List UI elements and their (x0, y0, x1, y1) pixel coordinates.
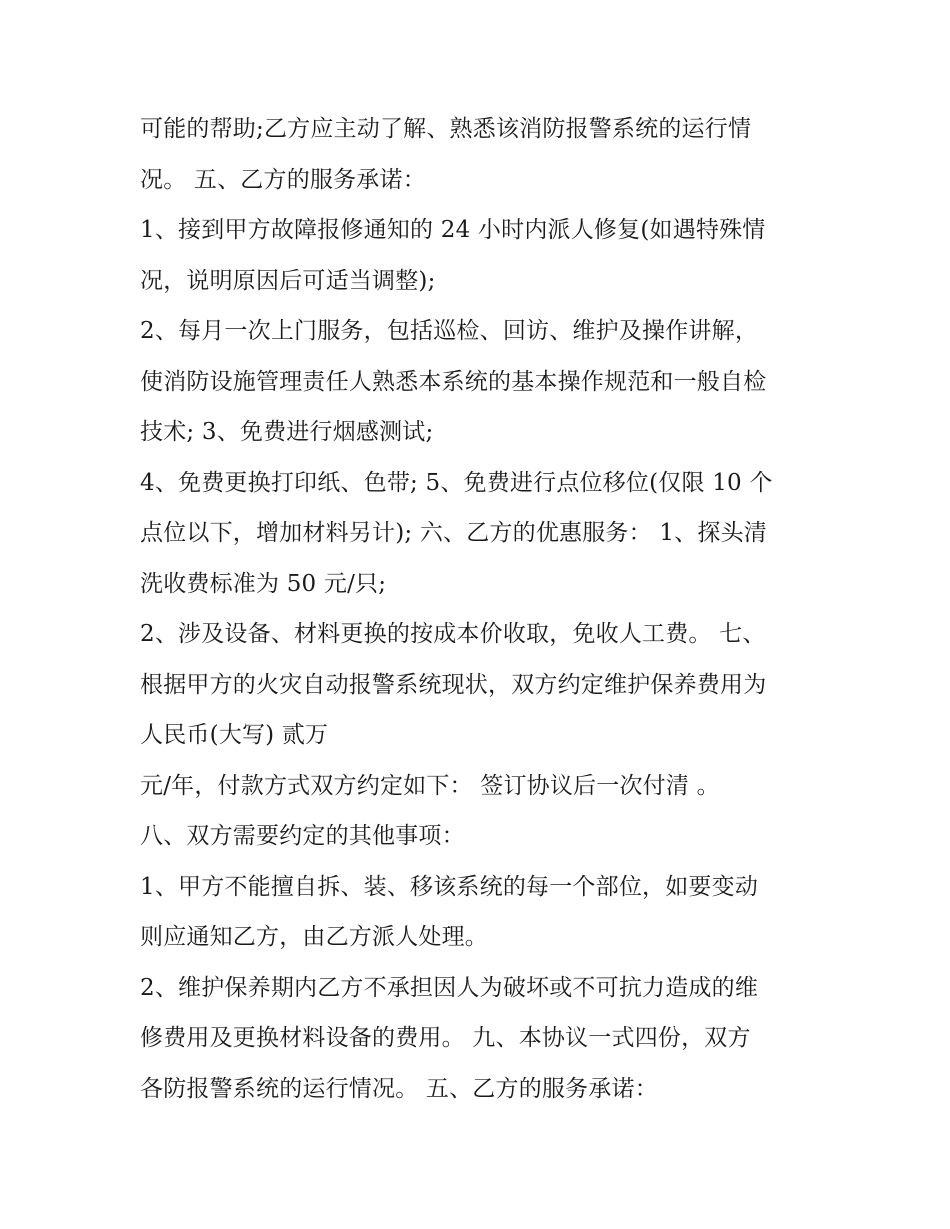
text-line: 各防报警系统的运行情况。 五、乙方的服务承诺： (140, 1075, 658, 1102)
text-line: 可能的帮助;乙方应主动了解、熟悉该消防报警系统的运行情 (140, 116, 752, 142)
text-line: 况，说明原因后可适当调整); (140, 267, 436, 294)
text-line: 点位以下，增加材料另计); 六、乙方的优惠服务： 1、探头清 (140, 520, 767, 546)
document-body (140, 104, 830, 1114)
text-line: 元/年，付款方式双方约定如下： 签订协议后一次付清 。 (140, 772, 720, 799)
text-line: 况。 五、乙方的服务承诺： (140, 166, 426, 193)
text-line: 2、每月一次上门服务，包括巡检、回访、维护及操作讲解， (140, 318, 759, 344)
text-line: 1、甲方不能擅自拆、装、移该系统的每一个部位，如要变动 (140, 873, 759, 900)
text-line: 2、涉及设备、材料更换的按成本价收取，免收人工费。 七、 (140, 621, 766, 647)
text-line: 4、免费更换打印纸、色带; 5、免费进行点位移位(仅限 10 个 (140, 469, 773, 496)
text-line: 根据甲方的火灾自动报警系统现状，双方约定维护保养费用为 (140, 671, 767, 698)
text-line: 则应通知乙方，由乙方派人处理。 (140, 924, 488, 950)
text-line: 2、维护保养期内乙方不承担因人为破坏或不可抗力造成的维 (140, 974, 759, 1001)
text-line: 人民币(大写) 贰万 (140, 722, 329, 748)
text-line: 洗收费标准为 50 元/只; (140, 570, 387, 597)
text-line: 八、双方需要约定的其他事项： (140, 823, 465, 849)
text-line: 1、接到甲方故障报修通知的 24 小时内派人修复(如遇特殊情 (140, 217, 766, 243)
text-line: 使消防设施管理责任人熟悉本系统的基本操作规范和一般自检 (140, 368, 767, 395)
text-line: 修费用及更换材料设备的费用。 九、本协议一式四份，双方 (140, 1025, 751, 1051)
text-line: 技术; 3、免费进行烟感测试; (140, 419, 434, 445)
